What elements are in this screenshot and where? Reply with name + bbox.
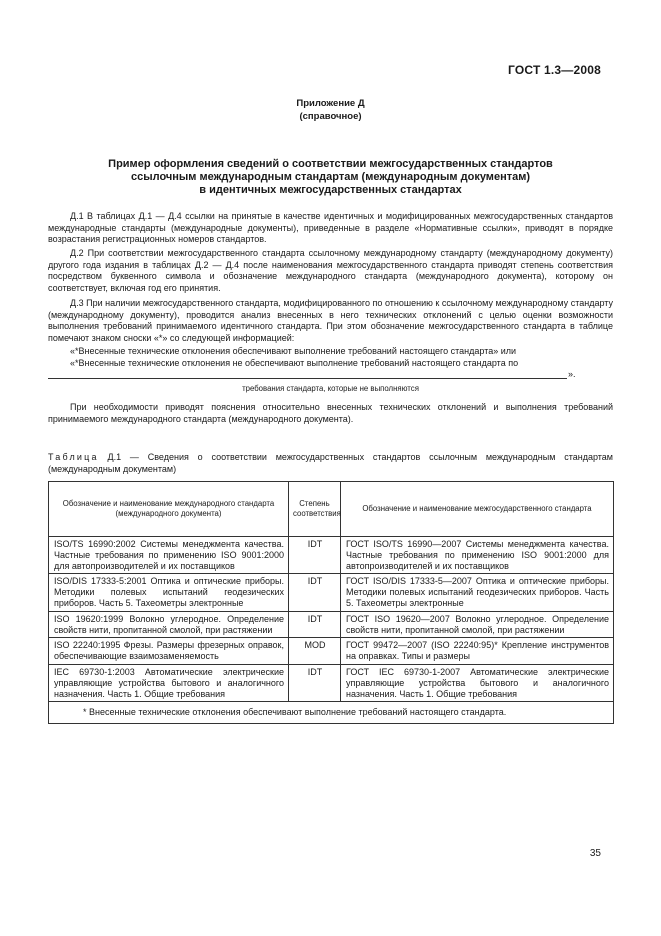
cell-international: ISO/DIS 17333-5:2001 Оптика и оптические приборы. Методики полевых испытаний геодезических приборов. Часть 5. Тахеометры электронные — [49, 574, 289, 611]
table-caption-text: Д.1 — Сведения о соответствии межгосударственных стандартов ссылочным международным стандартам (международным документам) — [48, 452, 613, 474]
paragraph-d3-text: Д.3 При наличии межгосударственного стандарта, модифицированного по отношению к ссылочному международному стандарту (международному документу), проводится анализ внесенных в него технических отклонений с целью оценки возможности выполнения требований принимаемого идентичного стандарта. При этом обозначение межгосударственного стандарта в таблице помечают знаком сноски «*» со следующей информацией: — [48, 298, 613, 343]
compliance-table — [48, 481, 614, 724]
quote-noncompliant: «*Внесенные технические отклонения не обеспечивают выполнение требований настоящего стандарта по — [70, 358, 519, 368]
page-number: 35 — [589, 848, 601, 859]
standard-code: ГОСТ 1.3—2008 — [508, 63, 601, 77]
table-row — [49, 638, 614, 665]
cell-interstate: ГОСТ ISO/TS 16990—2007 Системы менеджмента качества. Частные требования по применению ISO 9001:2000 для автопроизводителей и их поставщиков — [341, 537, 614, 574]
annex-type: (справочное) — [299, 111, 362, 122]
paragraph-d2-text: Д.2 При соответствии межгосударственного стандарта ссылочному международному стандарту (международному документу) другого года издания в таблицах Д.2 — Д.4 после наименования межгосударственного стандарта приводят степень соответствия посредством буквенного символа и обозначение международного стандарта (международного документа), которому он соответствует, включая год его принятия. — [48, 248, 613, 293]
annex-label: Приложение Д — [296, 98, 365, 109]
header-interstate-standard: Обозначение и наименование межгосударственного стандарта — [341, 482, 614, 537]
cell-degree: MOD — [289, 638, 341, 665]
fill-in-blank-line — [48, 378, 567, 379]
cell-interstate: ГОСТ IEC 69730-1-2007 Автоматические электрические управляющие устройства бытового и аналогичного назначения. Часть 1. Общие требования — [341, 664, 614, 701]
cell-international: IEC 69730-1:2003 Автоматические электрические управляющие устройства бытового и аналогичного назначения. Часть 1. Общие требования — [49, 664, 289, 701]
cell-international: ISO 19620:1999 Волокно углеродное. Определение свойств нити, пропитанной смолой, при растяжении — [49, 611, 289, 638]
table-row — [49, 537, 614, 574]
cell-interstate: ГОСТ 99472—2007 (ISO 22240:95)* Крепление инструментов на оправках. Типы и размеры — [341, 638, 614, 665]
cell-international: ISO/TS 16990:2002 Системы менеджмента качества. Частные требования по применению ISO 9001:2000 для автопроизводителей и их поставщиков — [49, 537, 289, 574]
header-international-standard: Обозначение и наименование международного стандарта (международного документа) — [49, 482, 289, 537]
header-degree: Степень соответствия — [289, 482, 341, 537]
paragraph-d2 — [48, 248, 613, 294]
annex-title-line-1: Пример оформления сведений о соответствии межгосударственных стандартов — [108, 158, 553, 170]
table-footnote-row — [49, 702, 614, 724]
table-caption — [48, 452, 613, 475]
table-caption-label: Таблица — [48, 452, 99, 462]
cell-international: ISO 22240:1995 Фрезы. Размеры фрезерных оправок, обеспечивающие взаимозаменяемость — [49, 638, 289, 665]
quote-compliant: «*Внесенные технические отклонения обеспечивают выполнение требований настоящего стандарта» или — [70, 346, 517, 356]
annex-title-line-3: в идентичных межгосударственных стандартах — [199, 184, 462, 196]
table-footnote: * Внесенные технические отклонения обеспечивают выполнение требований настоящего стандарта. — [49, 702, 614, 724]
cell-degree: IDT — [289, 664, 341, 701]
annex-title-line-2: ссылочным международным стандартам (международным документам) — [130, 171, 531, 183]
table-row — [49, 664, 614, 701]
paragraph-explanations — [48, 402, 613, 425]
table-row — [49, 611, 614, 638]
cell-interstate: ГОСТ ISO/DIS 17333-5—2007 Оптика и оптические приборы. Методики полевых испытаний геодезических приборов. Часть 5. Тахеометры электронные — [341, 574, 614, 611]
paragraph-d1 — [48, 211, 613, 246]
cell-degree: IDT — [289, 537, 341, 574]
blank-line-caption: требования стандарта, которые не выполняются — [242, 384, 419, 393]
cell-degree: IDT — [289, 611, 341, 638]
cell-degree: IDT — [289, 574, 341, 611]
paragraph-d3 — [48, 298, 613, 344]
table-row — [49, 574, 614, 611]
table-header-row — [49, 482, 614, 537]
quote-noncompliant-end: ». — [568, 369, 576, 379]
cell-interstate: ГОСТ ISO 19620—2007 Волокно углеродное. Определение свойств нити, пропитанной смолой, при растяжении — [341, 611, 614, 638]
paragraph-explanations-text: При необходимости приводят пояснения относительно внесенных технических отклонений и выполнения требований принимаемого международного стандарта (международного документа). — [48, 402, 613, 424]
paragraph-d1-text: Д.1 В таблицах Д.1 — Д.4 ссылки на принятые в качестве идентичных и модифицированных межгосударственных стандартов международные стандарты (международные документы), приведенные в разделе «Нормативные ссылки», приводят в порядке возрастания регистрационных номеров стандартов. — [48, 211, 613, 245]
